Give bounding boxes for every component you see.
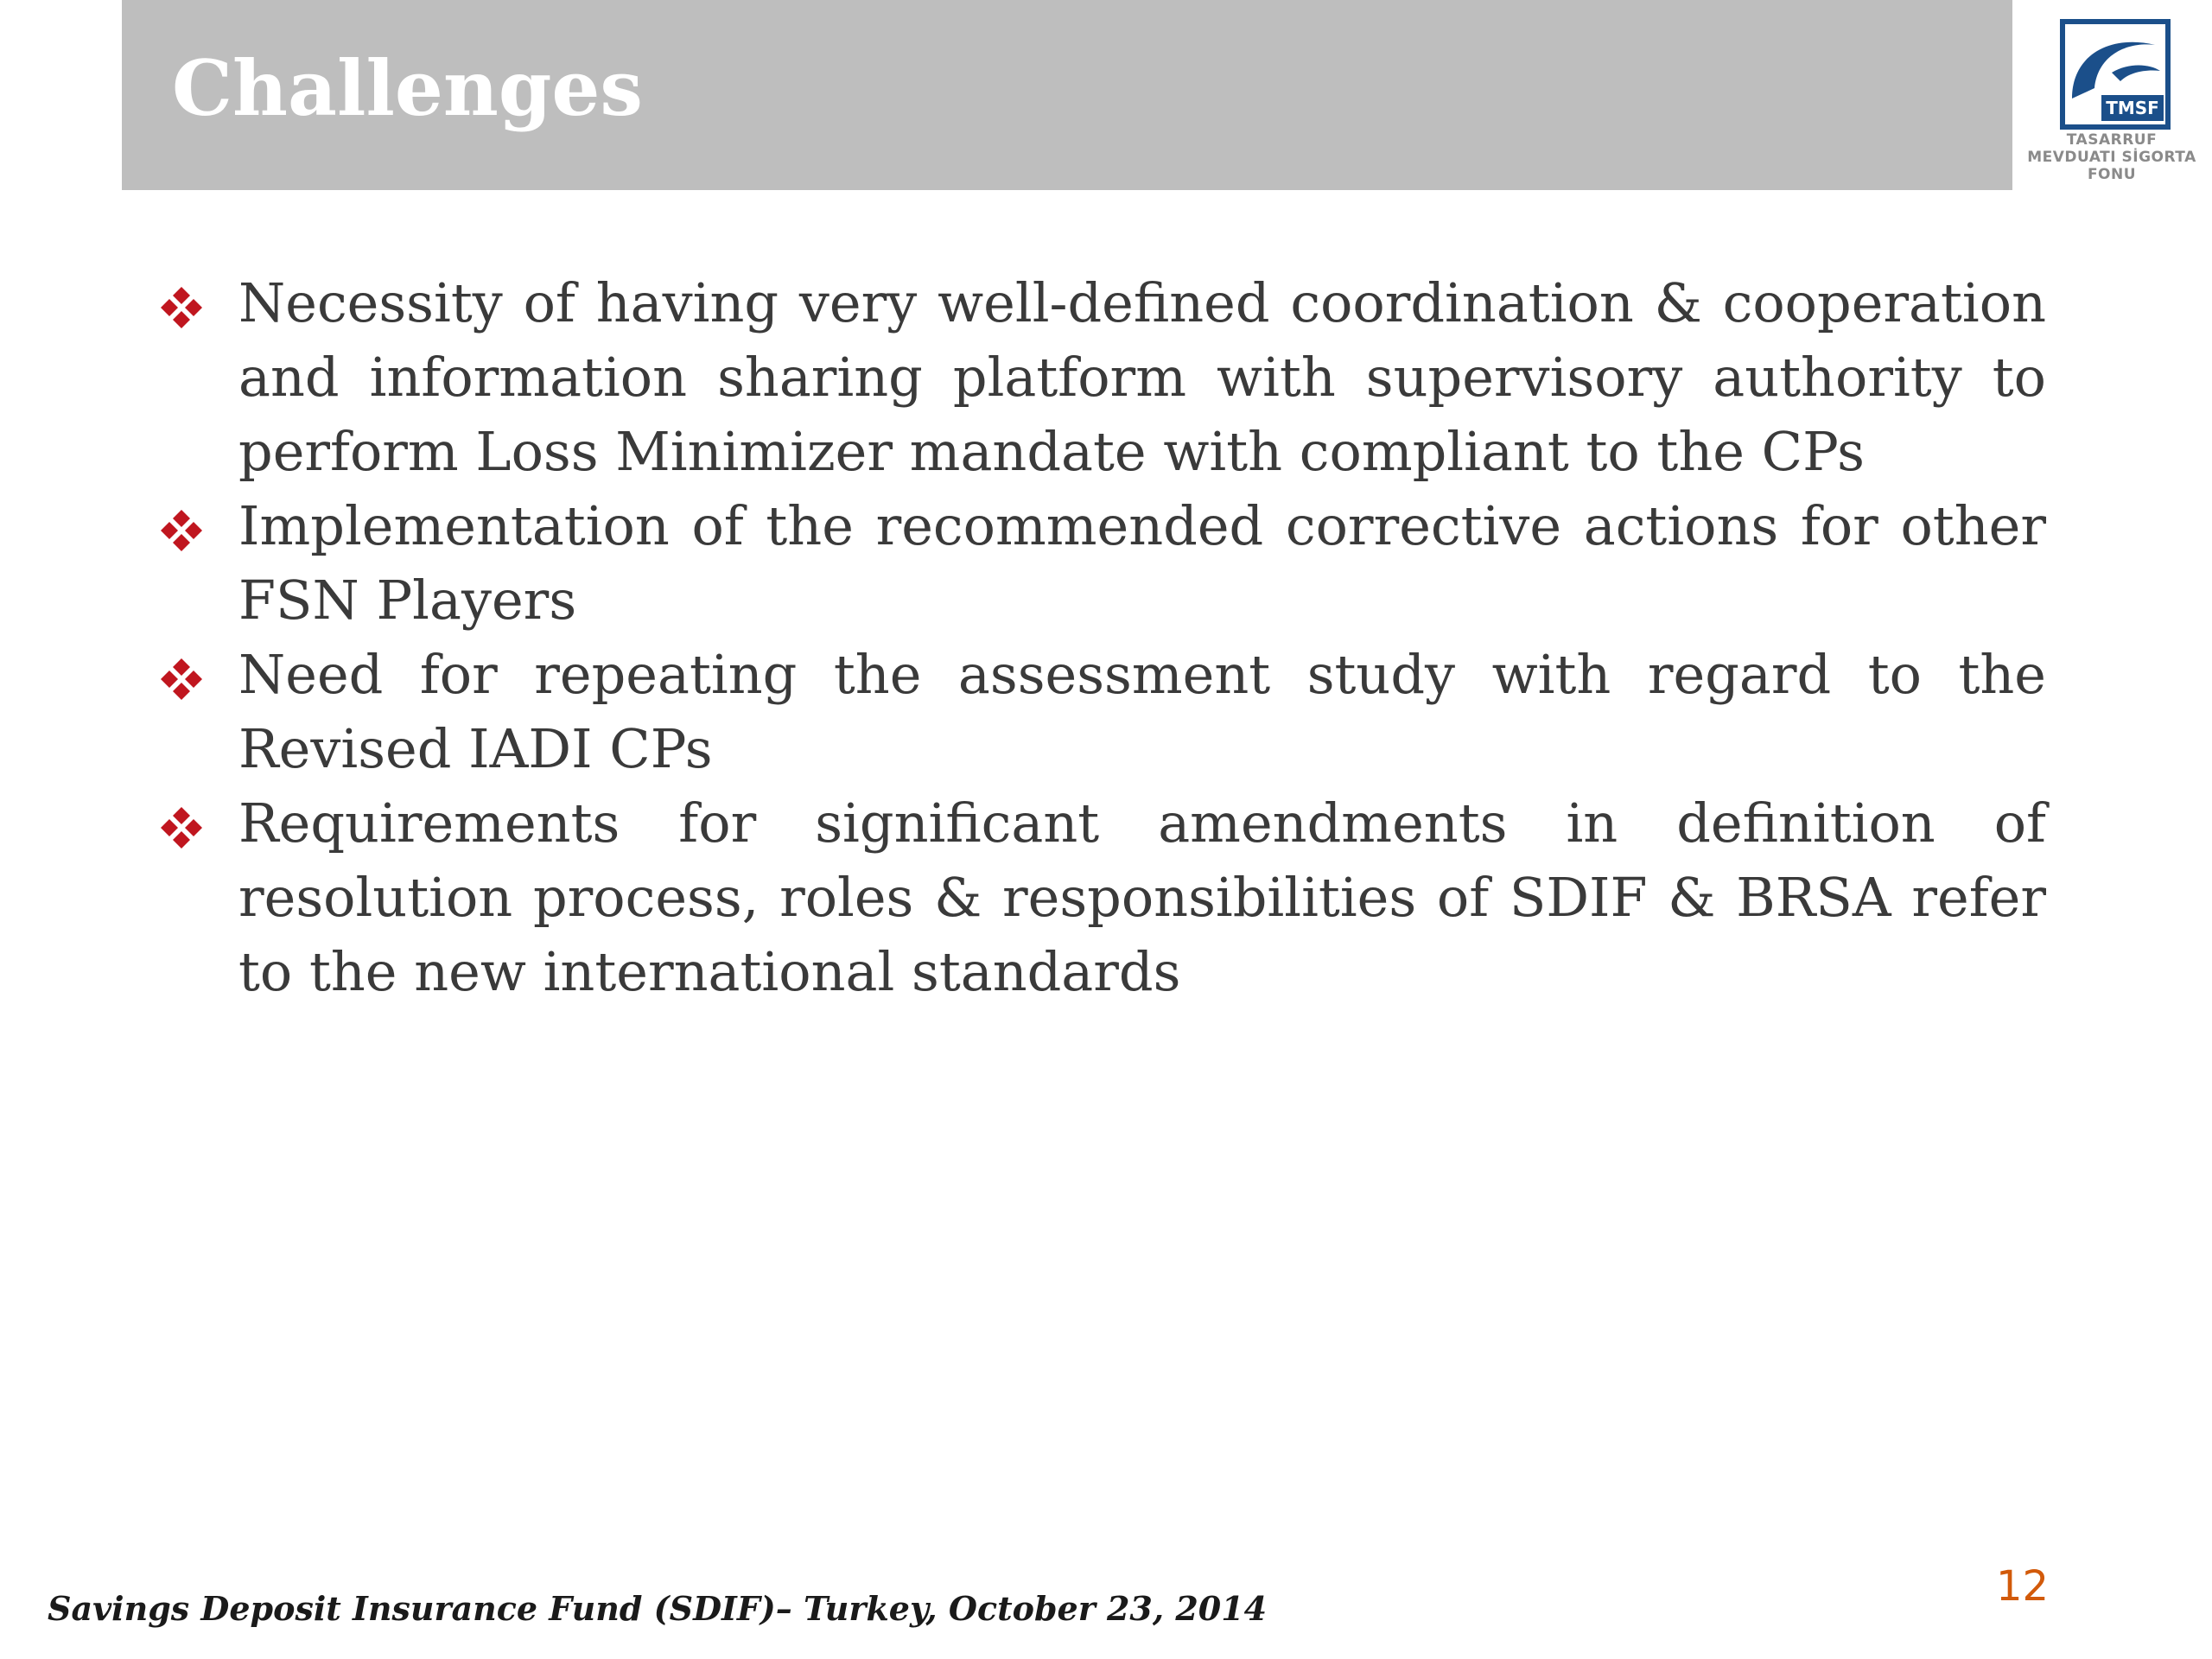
title-bar [122, 0, 2012, 190]
four-diamond-bullet-icon [159, 657, 204, 702]
logo-caption-line: FONU [2087, 166, 2137, 183]
logo-caption-line: TASARRUF [2066, 131, 2158, 149]
tmsf-logo-icon [2060, 19, 2171, 130]
logo-caption-line: MEVDUATI SİGORTA [2027, 149, 2196, 166]
tmsf-logo [2020, 16, 2203, 188]
slide-title: Challenges [172, 43, 643, 133]
logo-caption [2020, 131, 2203, 183]
four-diamond-bullet-icon [159, 285, 204, 330]
bullet-item [154, 489, 2046, 638]
bullet-item [154, 266, 2046, 489]
bullet-item [154, 786, 2046, 1009]
bullet-list [154, 266, 2046, 1009]
footer-text: Savings Deposit Insurance Fund (SDIF)– Turkey, October 23, 2014 [48, 1589, 1268, 1628]
bullet-text: Requirements for significant amendments in definition of resolution process, roles & responsibilities of SDIF & BRSA refer to the new international standards [238, 791, 2046, 1003]
logo-mark-text: TMSF [2106, 98, 2159, 118]
four-diamond-bullet-icon [159, 805, 204, 850]
four-diamond-bullet-icon [159, 508, 204, 553]
bullet-item [154, 638, 2046, 786]
bullet-text: Need for repeating the assessment study with regard to the Revised IADI CPs [238, 643, 2046, 780]
bullet-text: Implementation of the recommended corrective actions for other FSN Players [238, 494, 2046, 632]
page-number: 12 [1996, 1562, 2050, 1611]
bullet-text: Necessity of having very well-defined coordination & cooperation and information sharing platform with supervisory authority to perform Loss Minimizer mandate with compliant to the CPs [238, 271, 2046, 483]
